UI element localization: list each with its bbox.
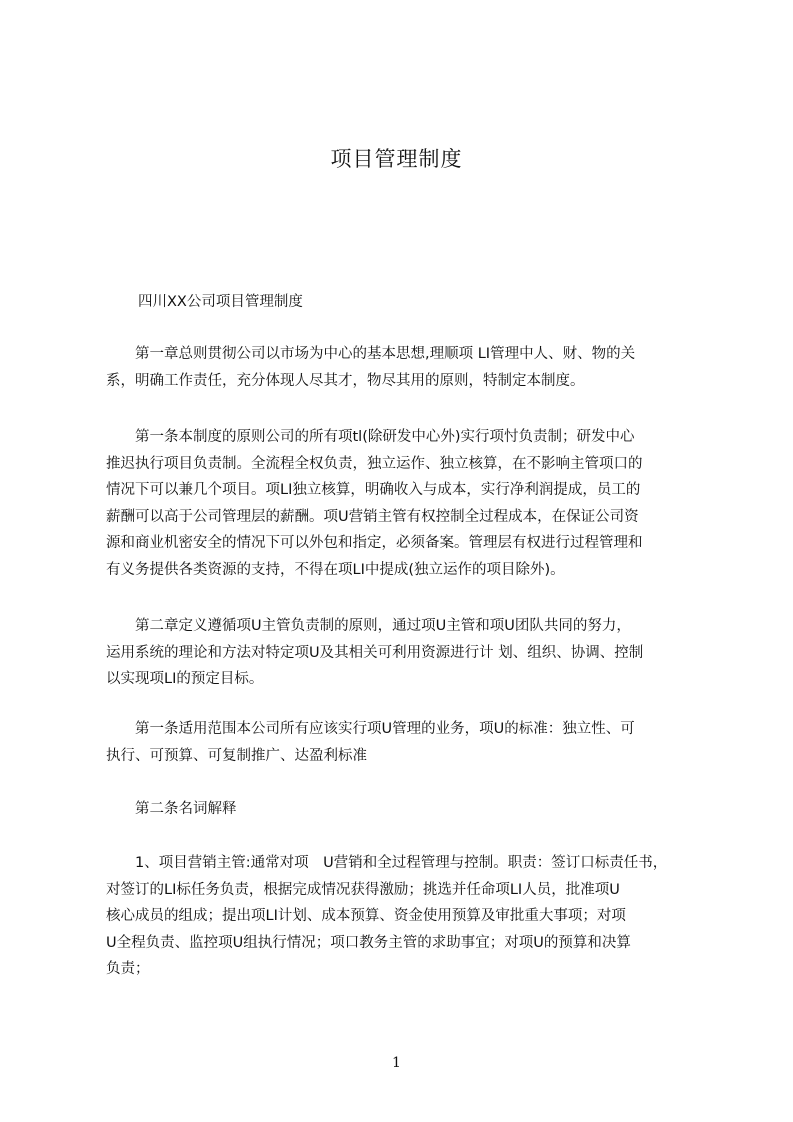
paragraph-term1-marketing-manager: 1、项目营销主管:通常对项 U营销和全过程管理与控制。职责：签订口标责任书， 对签订的LI标任务负责，根据完成情况获得激励；挑选并任命项LI人员，批准项U 核心成员的组成；提出项LI计划、成本预算、资金使用预算及审批重大事项；对项 U全程负责、监控项U组执行情况；项口教务主管的求助事宜；对项U的预算和决算 负责； (106, 855, 668, 977)
paragraph-chapter2-definition: 第二章定义遵循项U主管负责制的原则，通过项U主管和项U团队共同的努力， 运用系统的理论和方法对特定项U及其相关可利用资源进行计 划、组织、协调、控制 以实现项LI的预定目标。 (106, 618, 644, 687)
page-title: 项目管理制度 (330, 147, 463, 171)
paragraph-article1-principles: 第一条本制度的原则公司的所有项tl(除研发中心外)实行项忖负责制；研发中心 推迟执行项目负责制。全流程全权负责，独立运作、独立核算，在不影响主管项口的 情况下可以兼几个项目。项LI独立核算，明确收入与成本，实行净利润提成，员工的 薪酬可以高于公司管理层的薪酬。项U营销主管有权控制全过程成本，在保证公司资 源和商业机密安全的情况下可以外包和指定，必须备案。管理层有权进行过程管理和 有义务提供各类资源的支持，不得在项LI中提成(独立运作的项目除外)。 (106, 429, 643, 578)
page-number: 1 (392, 1055, 401, 1071)
paragraph-article1-scope: 第一条适用范围本公司所有应该实行项U管理的业务，项U的标准：独立性、可 执行、可预算、可复制推广、达盈利标准 (106, 721, 635, 764)
document-subtitle: 四川XX公司项目管理制度 (138, 294, 303, 310)
paragraph-article2-terms: 第二条名词解释 (106, 801, 237, 817)
paragraph-chapter1-general: 第一章总则贯彻公司以市场为中心的基本思想,理顺项 LI管理中人、财、物的关 系，明确工作责任，充分体现人尽其才，物尽其用的原则，特制定本制度。 (106, 346, 636, 389)
